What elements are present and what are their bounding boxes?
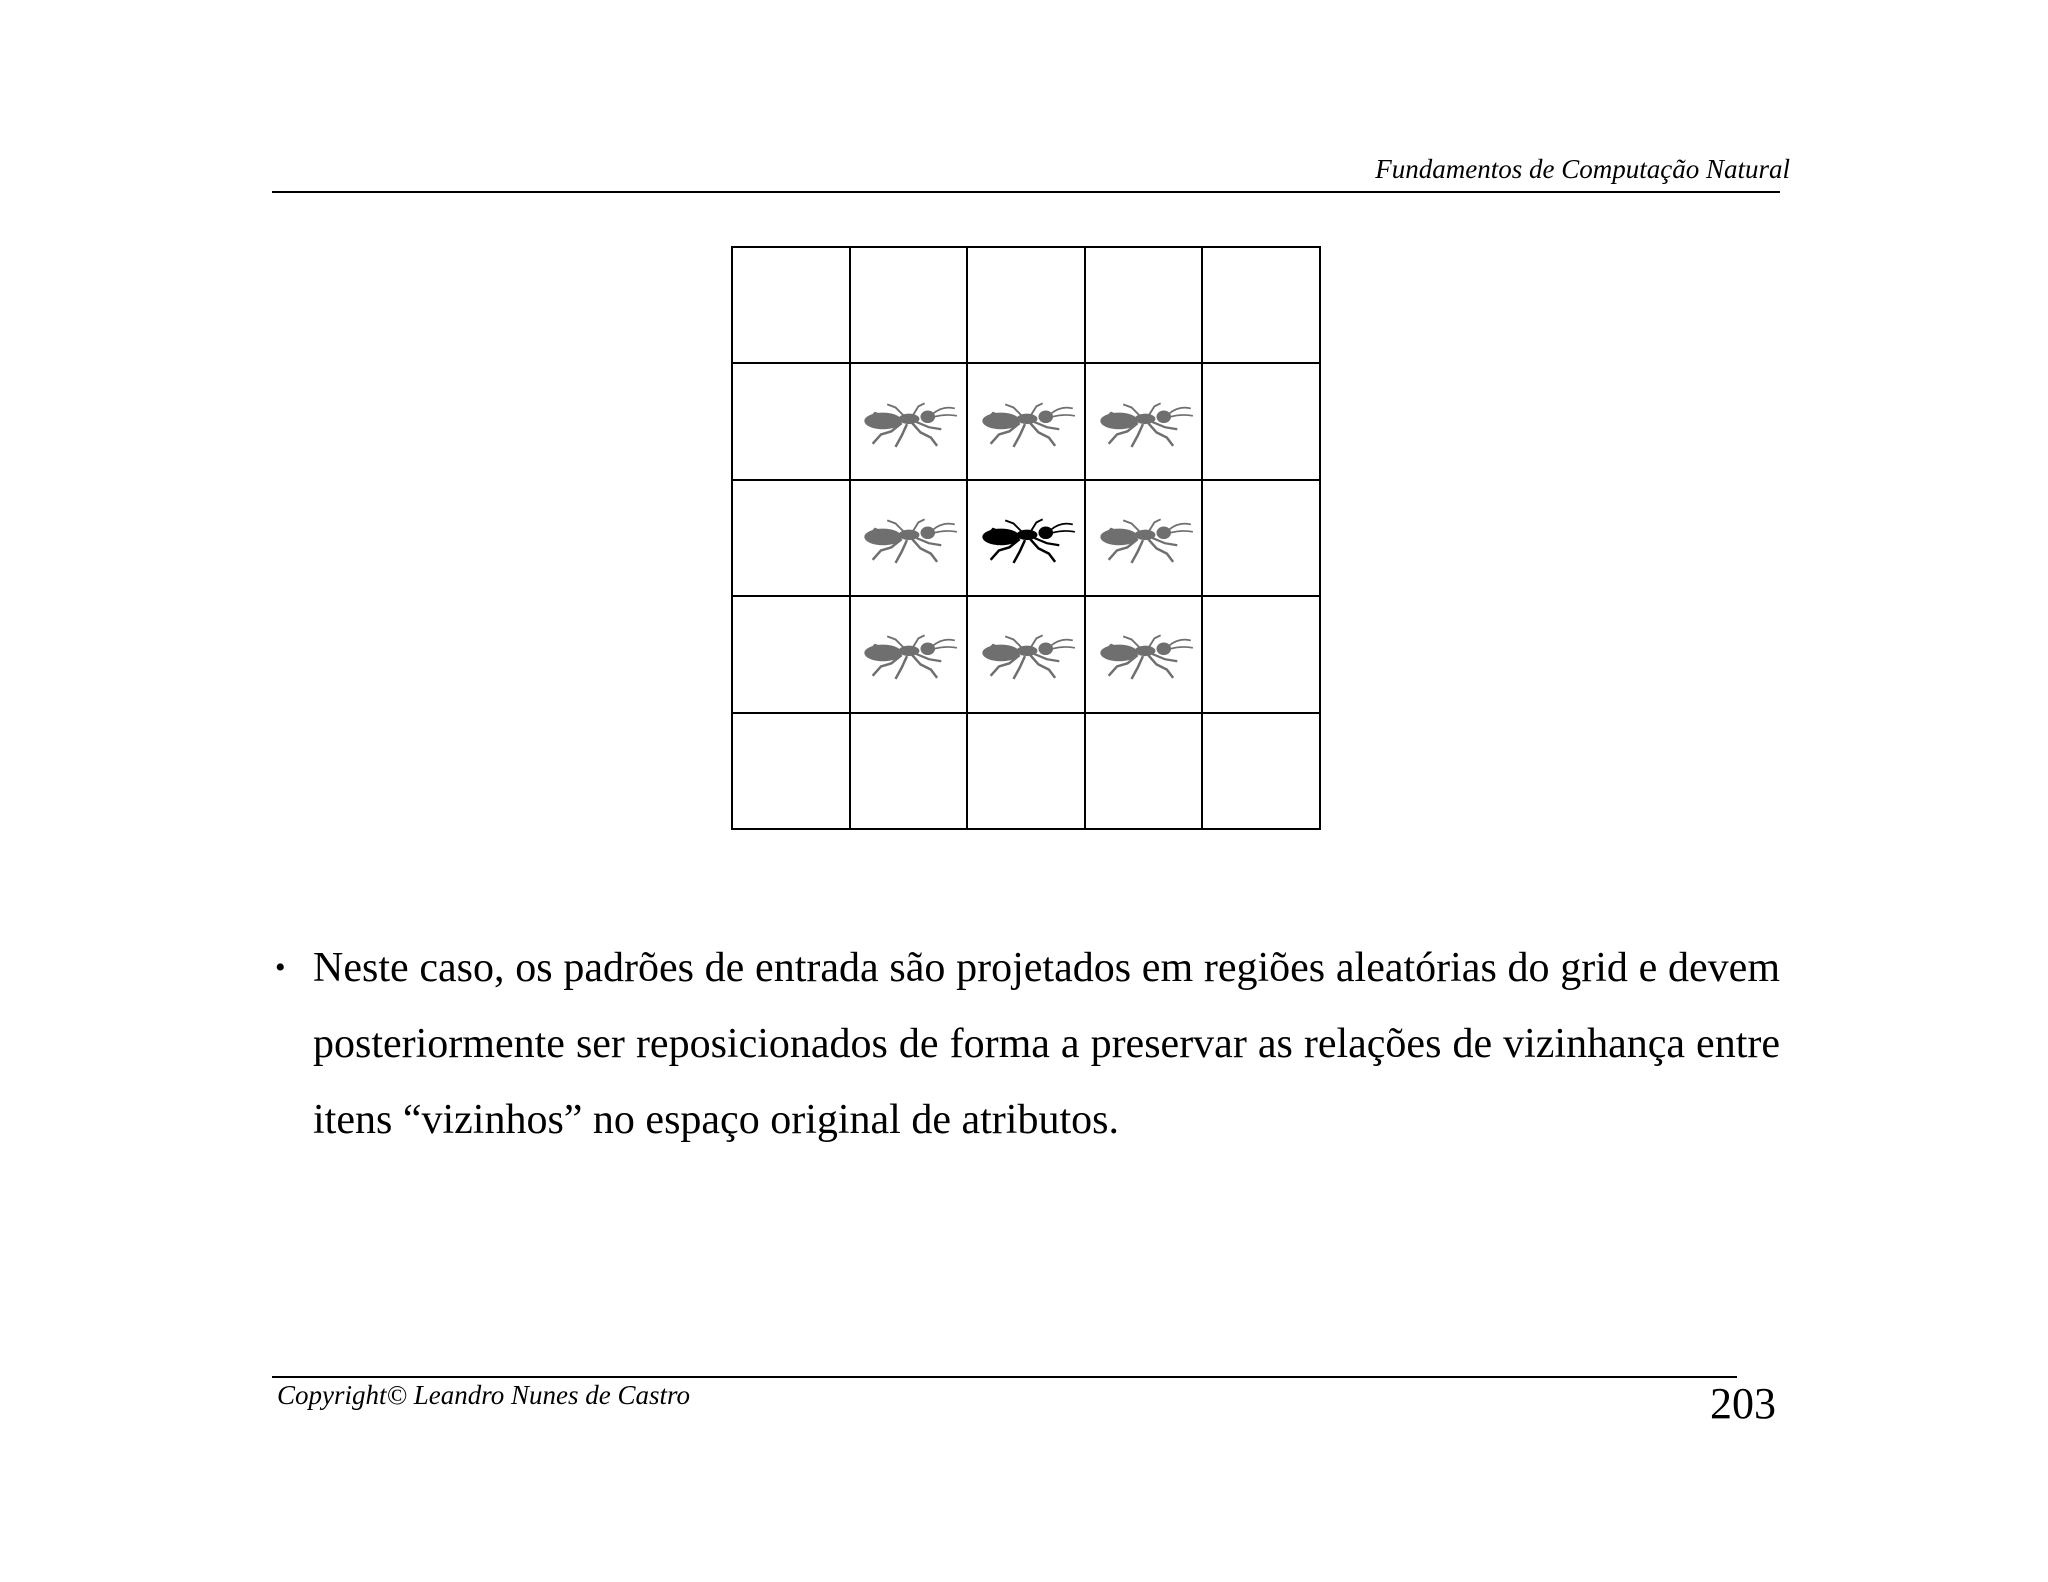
bullet-icon: • [275,951,286,984]
header-rule [272,191,1780,193]
bullet-paragraph [275,930,1780,1158]
grid-cell [1086,481,1204,597]
grid-cell [851,714,969,830]
page-number: 203 [1710,1379,1776,1428]
copyright-text: Copyright© Leandro Nunes de Castro [277,1380,691,1410]
ant-icon [856,392,960,452]
ant-icon [856,624,960,684]
grid-cell [733,714,851,830]
grid-cell [851,597,969,713]
ant-icon [856,508,960,568]
grid-cell [733,364,851,480]
grid-cell [1203,714,1321,830]
footer-rule [272,1376,1737,1378]
grid-cell [733,481,851,597]
paragraph-text: Neste caso, os padrões de entrada são projetados em regiões aleatórias do grid e devem posteriormente ser reposicionados de forma a preservar as relações de vizinhança entre itens “vizinhos” no espaço original de atributos. [313,945,1780,1143]
grid-cell [851,364,969,480]
grid-cell [1203,481,1321,597]
ant-icon [1092,624,1196,684]
ant-icon [974,624,1078,684]
grid-cell [733,597,851,713]
grid-cell [1086,714,1204,830]
grid-cell [968,481,1086,597]
grid-cell [851,481,969,597]
grid-cell [1203,248,1321,364]
grid-cell [968,364,1086,480]
grid-cell [1203,364,1321,480]
header-title: Fundamentos de Computação Natural [1375,154,1790,184]
ant-icon [1092,392,1196,452]
grid-cell [1086,597,1204,713]
grid-cell [968,714,1086,830]
grid-cell [1086,248,1204,364]
grid-cell [968,597,1086,713]
grid-cell [1203,597,1321,713]
grid-cell [1086,364,1204,480]
ant-icon [974,508,1078,568]
ant-neighborhood-grid [731,246,1321,830]
grid-cell [851,248,969,364]
grid-cell [968,248,1086,364]
ant-icon [974,392,1078,452]
ant-icon [1092,508,1196,568]
grid-cell [733,248,851,364]
